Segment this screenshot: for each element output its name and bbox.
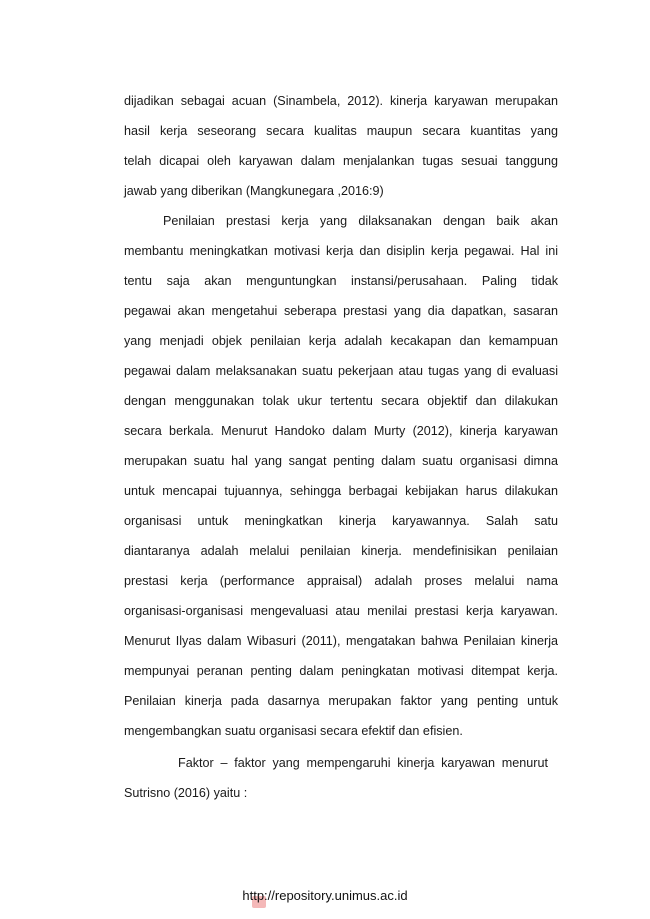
text-line: hasil kerja seseorang secara kualitas maupun secara kuantitas yang — [124, 124, 558, 138]
repository-url[interactable]: http://repository.unimus.ac.id — [242, 888, 408, 903]
text-line: mengembangkan suatu organisasi secara efektif dan efisien. — [124, 724, 463, 738]
text-line: merupakan suatu hal yang sangat penting dalam suatu organisasi dimna — [124, 454, 558, 468]
text-line: pegawai dalam melaksanakan suatu pekerjaan atau tugas yang di evaluasi — [124, 364, 558, 378]
text-line: Menurut Ilyas dalam Wibasuri (2011), mengatakan bahwa Penilaian kinerja — [124, 634, 558, 648]
text-line: diantaranya adalah melalui penilaian kinerja. mendefinisikan penilaian — [124, 544, 558, 558]
text-line: organisasi-organisasi mengevaluasi atau menilai prestasi kerja karyawan. — [124, 604, 558, 618]
text-line: tentu saja akan menguntungkan instansi/perusahaan. Paling tidak — [124, 274, 558, 288]
text-line: pegawai akan mengetahui seberapa prestasi yang dia dapatkan, sasaran — [124, 304, 558, 318]
text-line: Penilaian prestasi kerja yang dilaksanakan dengan baik akan — [163, 214, 558, 228]
text-line: jawab yang diberikan (Mangkunegara ,2016:9) — [124, 184, 384, 198]
text-line: dengan menggunakan tolak ukur tertentu secara objektif dan dilakukan — [124, 394, 558, 408]
text-line: telah dicapai oleh karyawan dalam menjalankan tugas sesuai tanggung — [124, 154, 558, 168]
text-line: organisasi untuk meningkatkan kinerja karyawannya. Salah satu — [124, 514, 558, 528]
text-line: untuk mencapai tujuannya, sehingga berbagai kebijakan harus dilakukan — [124, 484, 558, 498]
text-line: dijadikan sebagai acuan (Sinambela, 2012). kinerja karyawan merupakan — [124, 94, 558, 108]
text-line: yang menjadi objek penilaian kerja adalah kecakapan dan kemampuan — [124, 334, 558, 348]
text-line: prestasi kerja (performance appraisal) adalah proses melalui nama — [124, 574, 558, 588]
text-line: membantu meningkatkan motivasi kerja dan disiplin kerja pegawai. Hal ini — [124, 244, 558, 258]
text-line: Faktor – faktor yang mempengaruhi kinerja karyawan menurut — [178, 756, 548, 770]
text-line: Sutrisno (2016) yaitu : — [124, 786, 248, 800]
text-line: secara berkala. Menurut Handoko dalam Murty (2012), kinerja karyawan — [124, 424, 558, 438]
text-line: mempunyai peranan penting dalam peningkatan motivasi ditempat kerja. — [124, 664, 558, 678]
text-line: Penilaian kinerja pada dasarnya merupakan faktor yang penting untuk — [124, 694, 558, 708]
page-footer — [0, 888, 650, 903]
